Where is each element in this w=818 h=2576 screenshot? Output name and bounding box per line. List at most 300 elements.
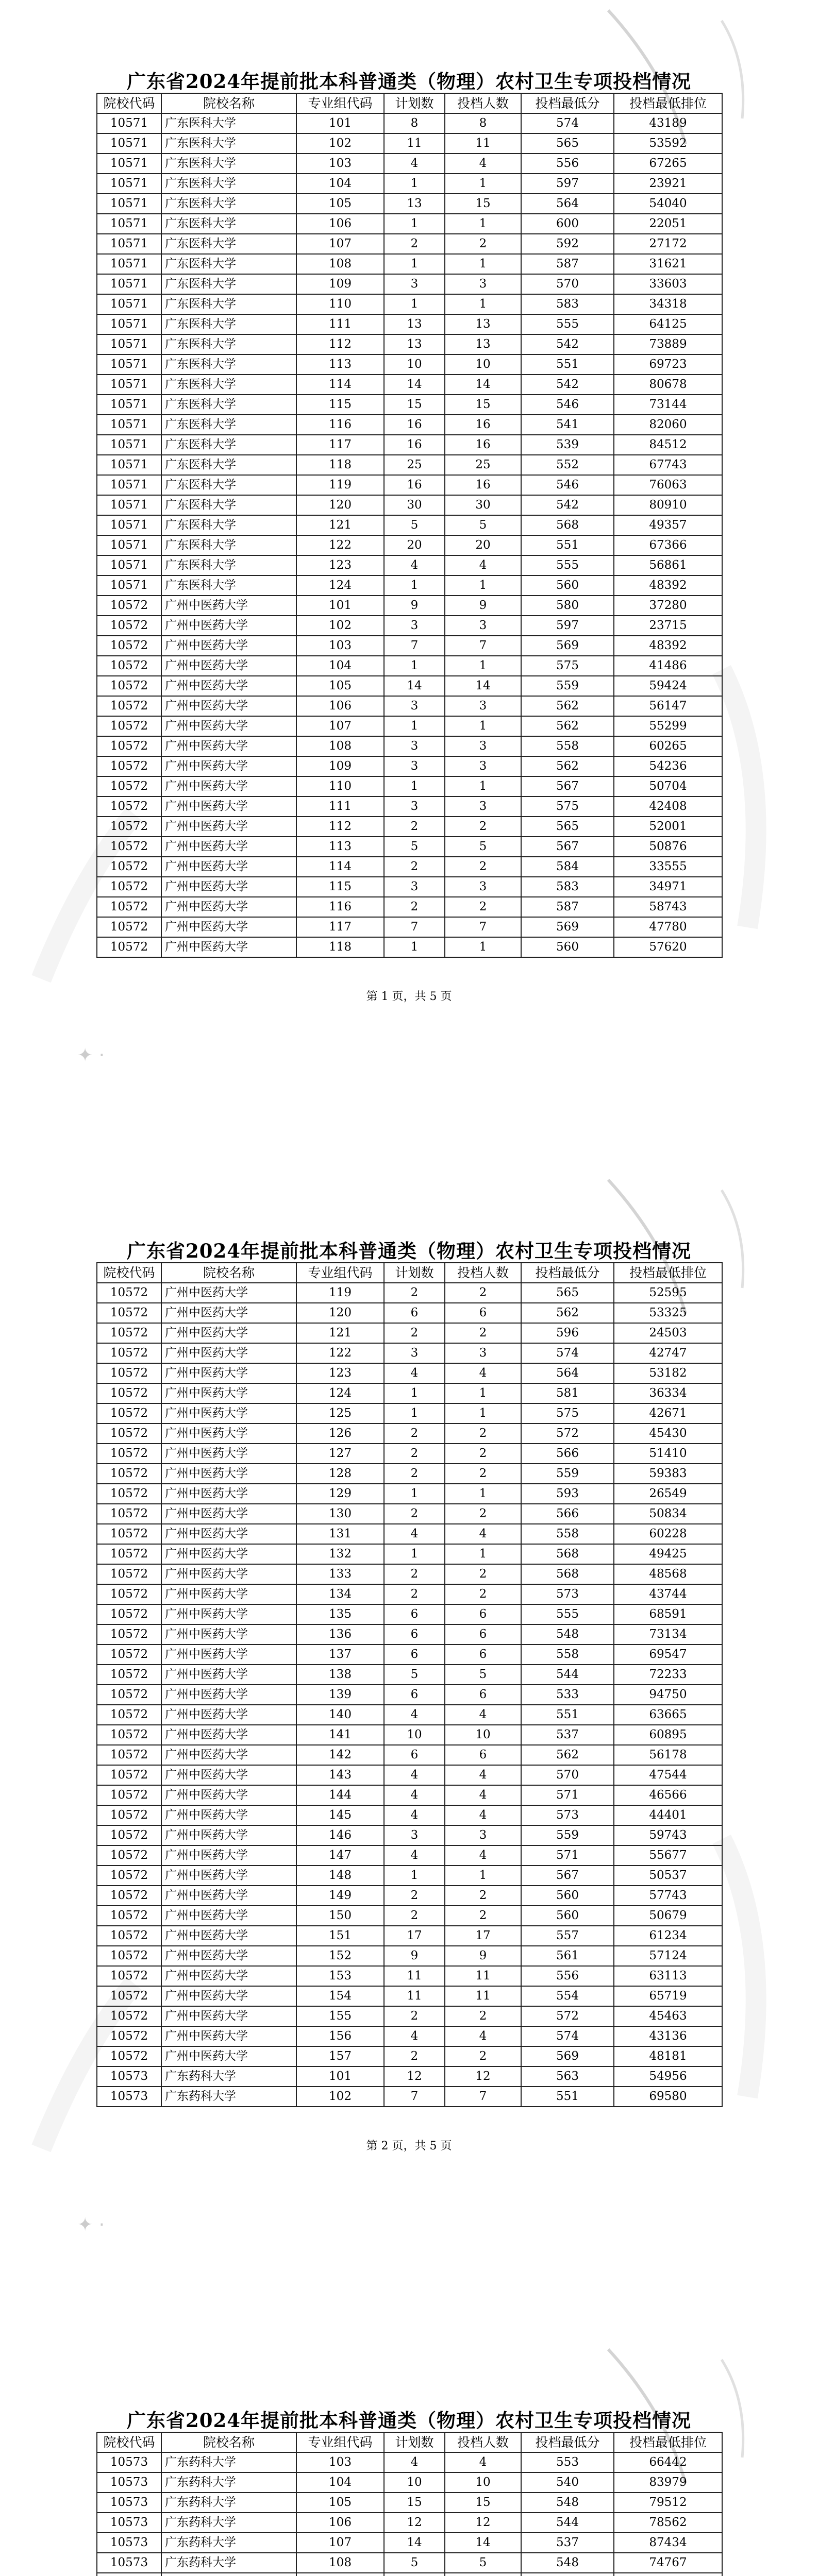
table-row: [97, 1645, 722, 1665]
table-cell: 49357: [614, 515, 722, 535]
table-cell: 广州中医药大学: [161, 1363, 296, 1383]
table-cell: 117: [296, 435, 384, 455]
table-cell: 广州中医药大学: [161, 1926, 296, 1946]
table-cell: 63665: [614, 1705, 722, 1725]
table-cell: 10571: [97, 395, 161, 415]
table-cell: 10572: [97, 1303, 161, 1323]
table-cell: 2: [384, 2006, 445, 2026]
table-cell: 2: [445, 234, 521, 254]
table-cell: 548: [521, 2553, 614, 2573]
table-cell: 1: [384, 294, 445, 314]
table-row: [97, 857, 722, 877]
table-cell: 3: [445, 1825, 521, 1845]
table-row: [97, 937, 722, 957]
table-cell: 581: [521, 1383, 614, 1403]
table-cell: 3: [384, 696, 445, 716]
table-cell: 119: [296, 475, 384, 495]
table-cell: 148: [296, 1866, 384, 1886]
table-cell: 53325: [614, 1303, 722, 1323]
table-cell: 广州中医药大学: [161, 1866, 296, 1886]
table-row: [97, 616, 722, 636]
table-cell: 155: [296, 2006, 384, 2026]
table-cell: 569: [521, 636, 614, 656]
table-cell: 10572: [97, 1825, 161, 1845]
table-row: [97, 1343, 722, 1363]
table-cell: 2: [384, 1464, 445, 1484]
table-cell: 107: [296, 716, 384, 736]
table-cell: 10: [384, 1725, 445, 1745]
table-cell: 10: [445, 1725, 521, 1745]
table-cell: 广东医科大学: [161, 475, 296, 495]
table-cell: 42671: [614, 1403, 722, 1423]
table-cell: 广东医科大学: [161, 314, 296, 334]
table-cell: 广州中医药大学: [161, 1343, 296, 1363]
table-cell: 76063: [614, 475, 722, 495]
table-cell: 3: [445, 736, 521, 756]
table-cell: 600: [521, 214, 614, 234]
table-cell: 9: [384, 1946, 445, 1966]
table-cell: 57743: [614, 1886, 722, 1906]
table-row: [97, 1484, 722, 1504]
table-cell: 广东医科大学: [161, 214, 296, 234]
table-row: [97, 2066, 722, 2087]
column-header: 投档最低排位: [614, 93, 722, 113]
table-cell: 52595: [614, 1283, 722, 1303]
table-cell: 9: [445, 596, 521, 616]
table-cell: 广州中医药大学: [161, 857, 296, 877]
table-cell: 65719: [614, 1986, 722, 2006]
table-cell: 16: [384, 475, 445, 495]
table-cell: 2: [384, 1423, 445, 1444]
table-cell: 10573: [97, 2066, 161, 2087]
table-cell: 142: [296, 1745, 384, 1765]
table-cell: 14: [384, 2533, 445, 2553]
table-cell: 131: [296, 1524, 384, 1544]
table-cell: 广州中医药大学: [161, 716, 296, 736]
table-cell: 10573: [97, 2493, 161, 2513]
table-cell: 2: [384, 1584, 445, 1604]
table-cell: 111: [296, 796, 384, 817]
table-cell: 6: [384, 1645, 445, 1665]
table-cell: 6: [445, 1303, 521, 1323]
table-cell: 1: [445, 1544, 521, 1564]
table-cell: 68591: [614, 1604, 722, 1624]
table-cell: 84512: [614, 435, 722, 455]
table-cell: 34318: [614, 294, 722, 314]
table-cell: 1: [445, 174, 521, 194]
table-cell: 560: [521, 1906, 614, 1926]
table-cell: 10572: [97, 796, 161, 817]
table-row: [97, 2513, 722, 2533]
table-cell: 10572: [97, 1685, 161, 1705]
table-cell: 53182: [614, 1363, 722, 1383]
table-cell: 1: [384, 214, 445, 234]
table-cell: 4: [445, 1363, 521, 1383]
table-row: [97, 1685, 722, 1705]
table-row: [97, 917, 722, 937]
table-row: [97, 1464, 722, 1484]
table-cell: 10572: [97, 676, 161, 696]
table-cell: 15: [384, 2493, 445, 2513]
table-cell: 3: [445, 877, 521, 897]
table-cell: 548: [521, 2493, 614, 2513]
table-cell: 广州中医药大学: [161, 1725, 296, 1745]
table-cell: 580: [521, 596, 614, 616]
page-title: 广东省2024年提前批本科普通类（物理）农村卫生专项投档情况: [127, 70, 691, 93]
table-row: [97, 1323, 722, 1343]
table-cell: 1: [384, 1403, 445, 1423]
table-row: [97, 194, 722, 214]
table-row: [97, 314, 722, 334]
table-cell: 575: [521, 796, 614, 817]
table-cell: 2: [384, 1444, 445, 1464]
table-cell: 2: [445, 1283, 521, 1303]
table-cell: 154: [296, 1986, 384, 2006]
table-cell: 11: [445, 1966, 521, 1986]
table-cell: 103: [296, 636, 384, 656]
table-cell: 6: [384, 1604, 445, 1624]
table-cell: 广州中医药大学: [161, 937, 296, 957]
table-cell: 43136: [614, 2026, 722, 2046]
table-cell: 3: [445, 1343, 521, 1363]
table-cell: 广州中医药大学: [161, 676, 296, 696]
table-cell: 111: [296, 314, 384, 334]
table-cell: 15: [445, 194, 521, 214]
table-cell: 广东医科大学: [161, 174, 296, 194]
table-cell: 61234: [614, 1926, 722, 1946]
table-cell: 138: [296, 1665, 384, 1685]
table-cell: 45463: [614, 2006, 722, 2026]
table-cell: 6: [445, 1604, 521, 1624]
table-cell: 2: [384, 2046, 445, 2066]
table-cell: 广州中医药大学: [161, 616, 296, 636]
table-row: [97, 1665, 722, 1685]
table-cell: 广州中医药大学: [161, 837, 296, 857]
svg-text:✦ ·: ✦ ·: [77, 1045, 105, 1066]
column-header: 计划数: [384, 1263, 445, 1283]
table-cell: 573: [521, 1584, 614, 1604]
table-cell: 广州中医药大学: [161, 1785, 296, 1805]
table-cell: 560: [521, 937, 614, 957]
table-row: [97, 1564, 722, 1584]
table-cell: 10571: [97, 194, 161, 214]
table-cell: 59743: [614, 1825, 722, 1845]
table-row: [97, 1524, 722, 1544]
table-row: [97, 133, 722, 154]
table-cell: 1: [445, 294, 521, 314]
table-cell: 6: [445, 1745, 521, 1765]
table-cell: 1: [445, 716, 521, 736]
table-cell: 119: [296, 1283, 384, 1303]
table-cell: 4: [384, 555, 445, 575]
table-row: [97, 535, 722, 555]
column-header: 投档最低分: [521, 93, 614, 113]
table-cell: 广东药科大学: [161, 2513, 296, 2533]
table-cell: 广东药科大学: [161, 2452, 296, 2472]
table-cell: 广州中医药大学: [161, 1544, 296, 1564]
table-cell: 25: [384, 455, 445, 475]
table-cell: 广东药科大学: [161, 2533, 296, 2553]
table-cell: 4: [445, 1765, 521, 1785]
table-cell: 47544: [614, 1765, 722, 1785]
table-cell: 125: [296, 1403, 384, 1423]
table-cell: 129: [296, 1484, 384, 1504]
table-cell: 广东医科大学: [161, 415, 296, 435]
table-cell: 4: [445, 1705, 521, 1725]
table-cell: 10571: [97, 495, 161, 515]
table-cell: 542: [521, 334, 614, 354]
table-cell: 156: [296, 2026, 384, 2046]
table-cell: 10572: [97, 1866, 161, 1886]
table-cell: 广州中医药大学: [161, 2006, 296, 2026]
table-cell: 101: [296, 596, 384, 616]
table-cell: 45430: [614, 1423, 722, 1444]
table-cell: 552: [521, 455, 614, 475]
table-cell: 4: [384, 1705, 445, 1725]
table-cell: 558: [521, 1645, 614, 1665]
table-cell: 104: [296, 2472, 384, 2493]
table-cell: 2: [384, 1504, 445, 1524]
table-cell: 50876: [614, 837, 722, 857]
table-cell: 10571: [97, 575, 161, 596]
table-cell: 565: [521, 133, 614, 154]
table-cell: 139: [296, 1685, 384, 1705]
page-footer: 第 2 页，共 5 页: [366, 2140, 452, 2153]
table-cell: 112: [296, 817, 384, 837]
table-cell: 4: [384, 2452, 445, 2472]
table-cell: 78562: [614, 2513, 722, 2533]
table-cell: 广州中医药大学: [161, 1303, 296, 1323]
table-cell: 广东药科大学: [161, 2553, 296, 2573]
table-cell: 1: [384, 1866, 445, 1886]
table-cell: 4: [384, 154, 445, 174]
table-cell: 82060: [614, 415, 722, 435]
table-cell: 12: [384, 2513, 445, 2533]
table-cell: 10572: [97, 1665, 161, 1685]
table-cell: 64125: [614, 314, 722, 334]
table-cell: 597: [521, 174, 614, 194]
table-cell: 2: [445, 2006, 521, 2026]
table-cell: 10572: [97, 1444, 161, 1464]
table-cell: 10: [445, 2472, 521, 2493]
table-cell: 551: [521, 2087, 614, 2107]
table-row: [97, 2553, 722, 2573]
table-cell: 537: [521, 2533, 614, 2553]
table-cell: 10572: [97, 2046, 161, 2066]
table-cell: 87434: [614, 2533, 722, 2553]
table-cell: 6: [384, 1624, 445, 1645]
table-cell: 555: [521, 555, 614, 575]
table-cell: 542: [521, 495, 614, 515]
table-cell: 4: [384, 1524, 445, 1544]
table-cell: 6: [384, 1303, 445, 1323]
table-cell: 广东医科大学: [161, 395, 296, 415]
table-cell: 34971: [614, 877, 722, 897]
table-cell: 广东医科大学: [161, 354, 296, 375]
table-cell: 广州中医药大学: [161, 1604, 296, 1624]
table-cell: 5: [445, 1665, 521, 1685]
table-cell: 50704: [614, 776, 722, 796]
table-cell: 13: [384, 194, 445, 214]
table-cell: 565: [521, 817, 614, 837]
table-cell: 26549: [614, 1484, 722, 1504]
table-cell: 587: [521, 897, 614, 917]
table-cell: 2: [445, 857, 521, 877]
table-cell: 133: [296, 1564, 384, 1584]
table-cell: 124: [296, 1383, 384, 1403]
table-cell: 10572: [97, 1504, 161, 1524]
table-row: [97, 475, 722, 495]
table-cell: 10572: [97, 1725, 161, 1745]
table-row: [97, 1946, 722, 1966]
table-cell: 74767: [614, 2553, 722, 2573]
table-cell: 33603: [614, 274, 722, 294]
table-cell: 6: [445, 1685, 521, 1705]
svg-text:✦ ·: ✦ ·: [77, 2214, 105, 2235]
column-header: 院校名称: [161, 2432, 296, 2452]
table-row: [97, 274, 722, 294]
table-row: [97, 636, 722, 656]
table-cell: 572: [521, 2006, 614, 2026]
table-cell: 11: [445, 1986, 521, 2006]
table-cell: 555: [521, 314, 614, 334]
table-cell: 7: [384, 2087, 445, 2107]
table-cell: 47780: [614, 917, 722, 937]
table-cell: 105: [296, 676, 384, 696]
table-cell: 16: [445, 435, 521, 455]
table-cell: 592: [521, 234, 614, 254]
table-cell: 37280: [614, 596, 722, 616]
table-cell: 1: [384, 937, 445, 957]
table-cell: [384, 2573, 445, 2576]
table-cell: 广州中医药大学: [161, 1825, 296, 1845]
table-cell: 4: [384, 1363, 445, 1383]
table-cell: 10572: [97, 656, 161, 676]
table-cell: 3: [445, 274, 521, 294]
table-cell: 557: [521, 1926, 614, 1946]
table-cell: 14: [445, 375, 521, 395]
table-cell: 1: [445, 214, 521, 234]
table-row: [97, 435, 722, 455]
table-cell: 10572: [97, 877, 161, 897]
table-cell: 2: [445, 1423, 521, 1444]
table-cell: 10572: [97, 837, 161, 857]
table-cell: 10572: [97, 1886, 161, 1906]
table-row: [97, 2493, 722, 2513]
table-cell: 10572: [97, 1624, 161, 1645]
table-cell: 597: [521, 616, 614, 636]
table-cell: 118: [296, 455, 384, 475]
table-cell: 10572: [97, 937, 161, 957]
table-cell: 广州中医药大学: [161, 1403, 296, 1423]
table-row: [97, 2006, 722, 2026]
table-cell: 59383: [614, 1464, 722, 1484]
table-cell: 558: [521, 1524, 614, 1544]
table-row: [97, 817, 722, 837]
admission-table: [96, 93, 723, 958]
table-cell: [296, 2573, 384, 2576]
table-cell: 544: [521, 1665, 614, 1685]
table-row: [97, 877, 722, 897]
column-header: 专业组代码: [296, 93, 384, 113]
table-cell: 10572: [97, 1283, 161, 1303]
table-cell: 122: [296, 535, 384, 555]
column-header: 计划数: [384, 2432, 445, 2452]
table-cell: 106: [296, 2513, 384, 2533]
table-cell: 4: [445, 1805, 521, 1825]
table-cell: 广东医科大学: [161, 234, 296, 254]
table-cell: [97, 2573, 161, 2576]
table-cell: 551: [521, 1705, 614, 1725]
table-cell: 31621: [614, 254, 722, 274]
table-cell: 123: [296, 555, 384, 575]
table-cell: 2: [445, 2046, 521, 2066]
table-cell: 3: [445, 796, 521, 817]
table-row: [97, 716, 722, 736]
table-cell: 1: [445, 1484, 521, 1504]
table-cell: 10572: [97, 596, 161, 616]
table-cell: 10572: [97, 1423, 161, 1444]
table-cell: 8: [384, 113, 445, 133]
table-row: [97, 2026, 722, 2046]
table-cell: 4: [384, 1805, 445, 1825]
table-cell: 72233: [614, 1665, 722, 1685]
table-cell: 12: [445, 2513, 521, 2533]
table-row: [97, 415, 722, 435]
table-cell: 2: [445, 1584, 521, 1604]
table-cell: 136: [296, 1624, 384, 1645]
column-header: 院校名称: [161, 1263, 296, 1283]
table-cell: 3: [445, 696, 521, 716]
table-row: [97, 656, 722, 676]
table-cell: 广州中医药大学: [161, 1464, 296, 1484]
table-cell: 116: [296, 415, 384, 435]
table-cell: 广州中医药大学: [161, 596, 296, 616]
table-cell: 48392: [614, 575, 722, 596]
table-cell: 广州中医药大学: [161, 636, 296, 656]
table-cell: 52001: [614, 817, 722, 837]
table-cell: 5: [445, 515, 521, 535]
table-cell: 574: [521, 2026, 614, 2046]
table-cell: 566: [521, 1444, 614, 1464]
table-cell: 5: [384, 2553, 445, 2573]
column-header: 投档最低排位: [614, 1263, 722, 1283]
table-cell: 2: [445, 1906, 521, 1926]
table-row: [97, 154, 722, 174]
table-cell: 2: [445, 897, 521, 917]
table-cell: 广东医科大学: [161, 294, 296, 314]
table-cell: 22051: [614, 214, 722, 234]
table-cell: 7: [384, 917, 445, 937]
table-cell: 60228: [614, 1524, 722, 1544]
table-cell: 10571: [97, 254, 161, 274]
table-cell: 596: [521, 1323, 614, 1343]
table-cell: 569: [521, 917, 614, 937]
table-cell: 广州中医药大学: [161, 2046, 296, 2066]
table-row: [97, 1966, 722, 1986]
table-cell: 117: [296, 917, 384, 937]
table-cell: 13: [445, 314, 521, 334]
table-cell: 6: [384, 1745, 445, 1765]
table-row: [97, 1705, 722, 1725]
table-cell: 58743: [614, 897, 722, 917]
table-cell: 1: [445, 1866, 521, 1886]
table-cell: 546: [521, 395, 614, 415]
table-cell: 10572: [97, 1966, 161, 1986]
table-row: [97, 776, 722, 796]
table-cell: 147: [296, 1845, 384, 1866]
table-cell: 50834: [614, 1504, 722, 1524]
